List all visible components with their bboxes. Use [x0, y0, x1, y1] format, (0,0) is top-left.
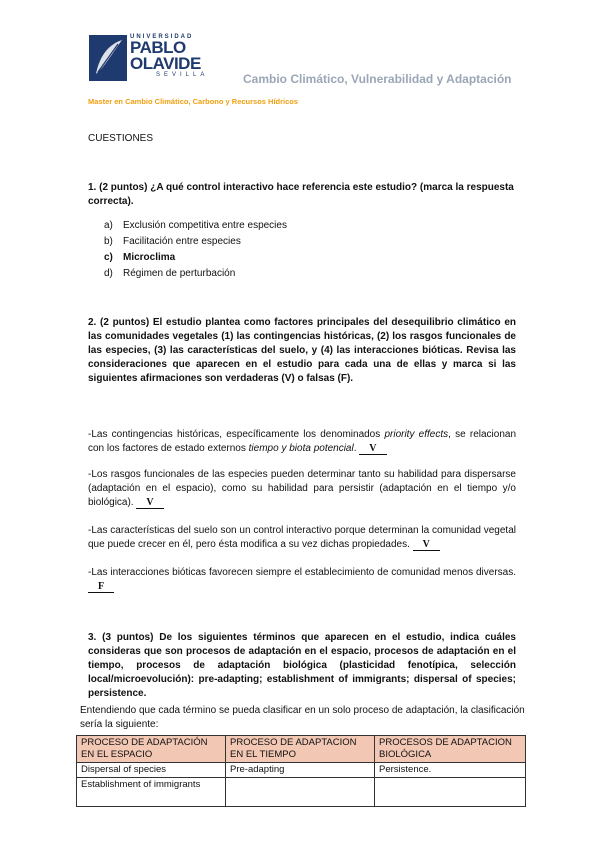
- table-header-cell: PROCESO DE ADAPTACION EN EL TIEMPO: [226, 736, 375, 763]
- table-header-cell: PROCESOS DE ADAPTACION BIOLÓGICA: [375, 736, 526, 763]
- option-text: Facilitación entre especies: [123, 236, 241, 247]
- statement-1-post: .: [353, 443, 357, 454]
- statement-2: [88, 468, 516, 510]
- option-text: Microclima: [123, 252, 176, 263]
- answer-3: V: [413, 539, 440, 551]
- statement-3: [88, 524, 516, 552]
- course-title: Cambio Climático, Vulnerabilidad y Adaptación: [243, 72, 512, 86]
- logo-wordmark: [130, 34, 208, 78]
- logo-line-pablo: PABLO: [130, 38, 186, 57]
- table-cell: Establishment of immigrants: [77, 778, 226, 807]
- option-letter: d): [104, 268, 113, 279]
- question-3-intro: Entendiendo que cada término se pueda clasificar en un solo proceso de adaptación, la clasificación sería la siguiente:: [80, 705, 525, 730]
- option-text: Régimen de perturbación: [123, 268, 236, 279]
- olive-leaf-logo-icon: [88, 34, 128, 82]
- table-cell: Pre-adapting: [226, 763, 375, 778]
- option-c-correct: [104, 250, 287, 266]
- table-header-cell: PROCESO DE ADAPTACIÓN EN EL ESPACIO: [77, 736, 226, 763]
- answer-1: V: [359, 443, 386, 455]
- table-header-row: [77, 736, 526, 763]
- statement-1-em-biota: tiempo y biota potencial: [248, 443, 354, 454]
- option-letter: a): [104, 220, 113, 231]
- statement-3-text: -Las características del suelo son un control interactivo porque determinan la comunidad vegetal que puede crecer en él, pero ésta modifica a su vez dichas propiedades.: [88, 525, 516, 550]
- logo-line-olavide: OLAVIDE: [130, 54, 201, 73]
- table-row: [77, 763, 526, 778]
- statement-1: [88, 428, 516, 456]
- classification-table: [76, 735, 526, 807]
- question-1: 1. (2 puntos) ¿A qué control interactivo hace referencia este estudio? (marca la respuesta correcta).: [88, 182, 514, 207]
- answer-4: F: [88, 581, 114, 593]
- option-letter: b): [104, 236, 113, 247]
- master-subtitle: Master en Cambio Climático, Carbono y Recursos Hídricos: [88, 97, 299, 106]
- question-3: 3. (3 puntos) De los siguientes términos que aparecen en el estudio, indica cuáles consideras que son procesos de adaptación en el espacio, procesos de adaptación en el tiempo, procesos de adaptación biológica (plasticidad fenotípica, selección local/microevolución): pre-adapting; establishment of immigrants; dispersal of species; persistence.: [88, 632, 516, 699]
- option-text: Exclusión competitiva entre especies: [123, 220, 287, 231]
- table-cell: [226, 778, 375, 807]
- question-2: 2. (2 puntos) El estudio plantea como factores principales del desequilibrio climático en las comunidades vegetales (1) las contingencias históricas, (2) los rasgos funcionales de las especies, (3) las características del suelo, y (4) las interacciones bióticas. Revisa las consideraciones que aparecen en el estudio para cada una de ellas y marca si las siguientes afirmaciones son verdaderas (V) o falsas (F).: [88, 317, 516, 384]
- table-row: [77, 778, 526, 807]
- option-letter: c): [104, 252, 113, 263]
- logo-line-sevilla: SEVILLA: [156, 72, 209, 78]
- statement-1-em-priority: priority effects: [384, 429, 449, 440]
- statement-4-text: -Las interacciones bióticas favorecen siempre el establecimiento de comunidad menos diversas.: [88, 567, 516, 578]
- section-title: CUESTIONES: [88, 133, 154, 144]
- university-logo: [88, 34, 220, 90]
- option-a: [104, 218, 287, 234]
- question-1-options: [104, 218, 287, 282]
- statement-4: [88, 566, 516, 594]
- statement-1-pre: -Las contingencias históricas, específicamente los denominados: [88, 429, 385, 440]
- statement-1-mid: , se relacionan con los factores de estado externos: [88, 429, 517, 454]
- table-cell: Dispersal of species: [77, 763, 226, 778]
- option-d: [104, 266, 287, 282]
- table-cell: [375, 778, 526, 807]
- statement-2-text: -Los rasgos funcionales de las especies pueden determinar tanto su habilidad para dispersarse (adaptación en el espacio), como su habilidad para persistir (adaptación en el tiempo y/o biológica).: [88, 469, 516, 508]
- option-b: [104, 234, 287, 250]
- answer-2: V: [136, 497, 163, 509]
- table-cell: Persistence.: [375, 763, 526, 778]
- logo-line-universidad: UNIVERSIDAD: [130, 34, 194, 40]
